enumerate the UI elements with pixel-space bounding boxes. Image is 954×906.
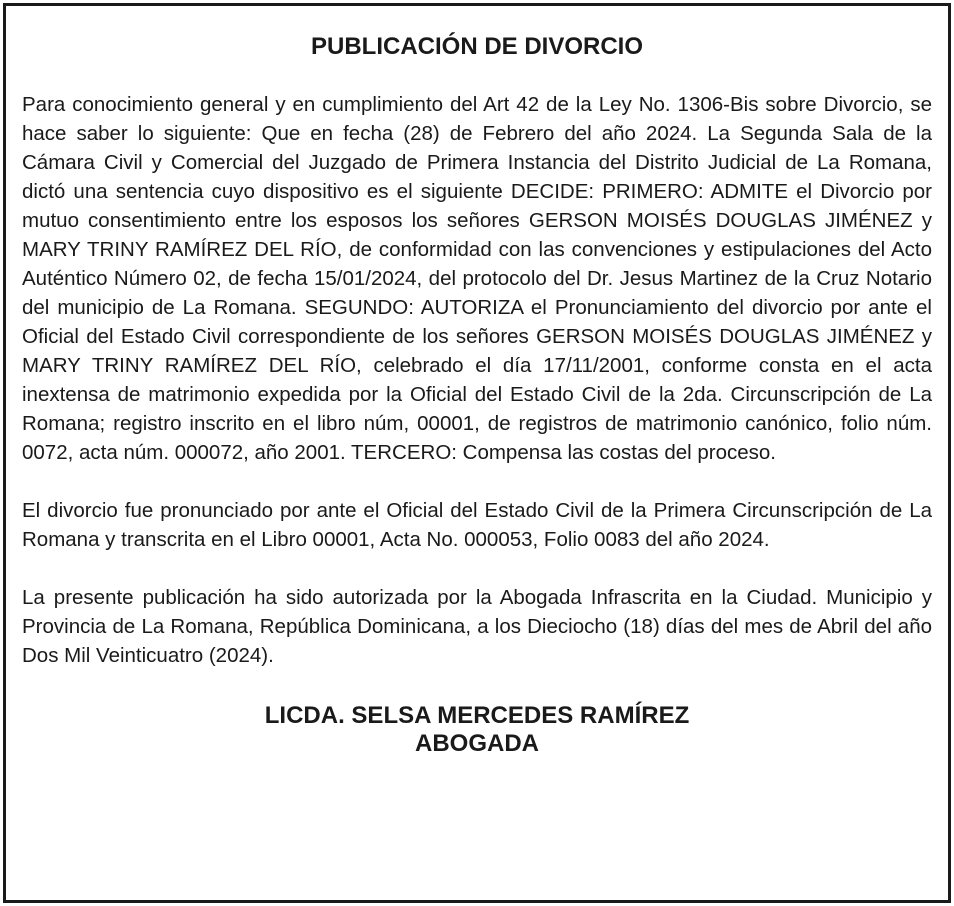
notice-paragraph-authorization: La presente publicación ha sido autorizada por la Abogada Infrascrita en la Ciudad. Municipio y Provincia de La Romana, República Dominicana, a los Dieciocho (18) días del mes de Abril del año Dos Mil Veinticuatro (2024). <box>22 586 932 667</box>
notice-paragraph-pronouncement: El divorcio fue pronunciado por ante el Oficial del Estado Civil de la Primera Circunscripción de La Romana y transcrita en el Libro 00001, Acta No. 000053, Folio 0083 del año 2024. <box>22 499 932 551</box>
notice-title: PUBLICACIÓN DE DIVORCIO <box>310 33 643 60</box>
notice-content <box>22 6 932 758</box>
notice-frame <box>3 3 951 903</box>
signature-block <box>22 702 932 758</box>
signature-role: ABOGADA <box>415 730 539 757</box>
signature-name: LICDA. SELSA MERCEDES RAMÍREZ <box>264 702 690 729</box>
notice-paragraph-ruling: Para conocimiento general y en cumplimiento del Art 42 de la Ley No. 1306-Bis sobre Divorcio, se hace saber lo siguiente: Que en fecha (28) de Febrero del año 2024. La Segunda Sala de la Cámara Civil y Comercial del Juzgado de Primera Instancia del Distrito Judicial de La Romana, dictó una sentencia cuyo dispositivo es el siguiente DECIDE: PRIMERO: ADMITE el Divorcio por mutuo consentimiento entre los esposos los señores GERSON MOISÉS DOUGLAS JIMÉNEZ y MARY TRINY RAMÍREZ DEL RÍO, de conformidad con las convenciones y estipulaciones del Acto Auténtico Número 02, de fecha 15/01/2024, del protocolo del Dr. Jesus Martinez de la Cruz Notario del municipio de La Romana. SEGUNDO: AUTORIZA el Pronunciamiento del divorcio por ante el Oficial del Estado Civil correspondiente de los señores GERSON MOISÉS DOUGLAS JIMÉNEZ y MARY TRINY RAMÍREZ DEL RÍO, celebrado el día 17/11/2001, conforme consta en el acta inextensa de matrimonio expedida por la Oficial del Estado Civil de la 2da. Circunscripción de La Romana; registro inscrito en el libro núm, 00001, de registros de matrimonio canónico, folio núm. 0072, acta núm. 000072, año 2001. TERCERO: Compensa las costas del proceso. <box>22 93 932 464</box>
